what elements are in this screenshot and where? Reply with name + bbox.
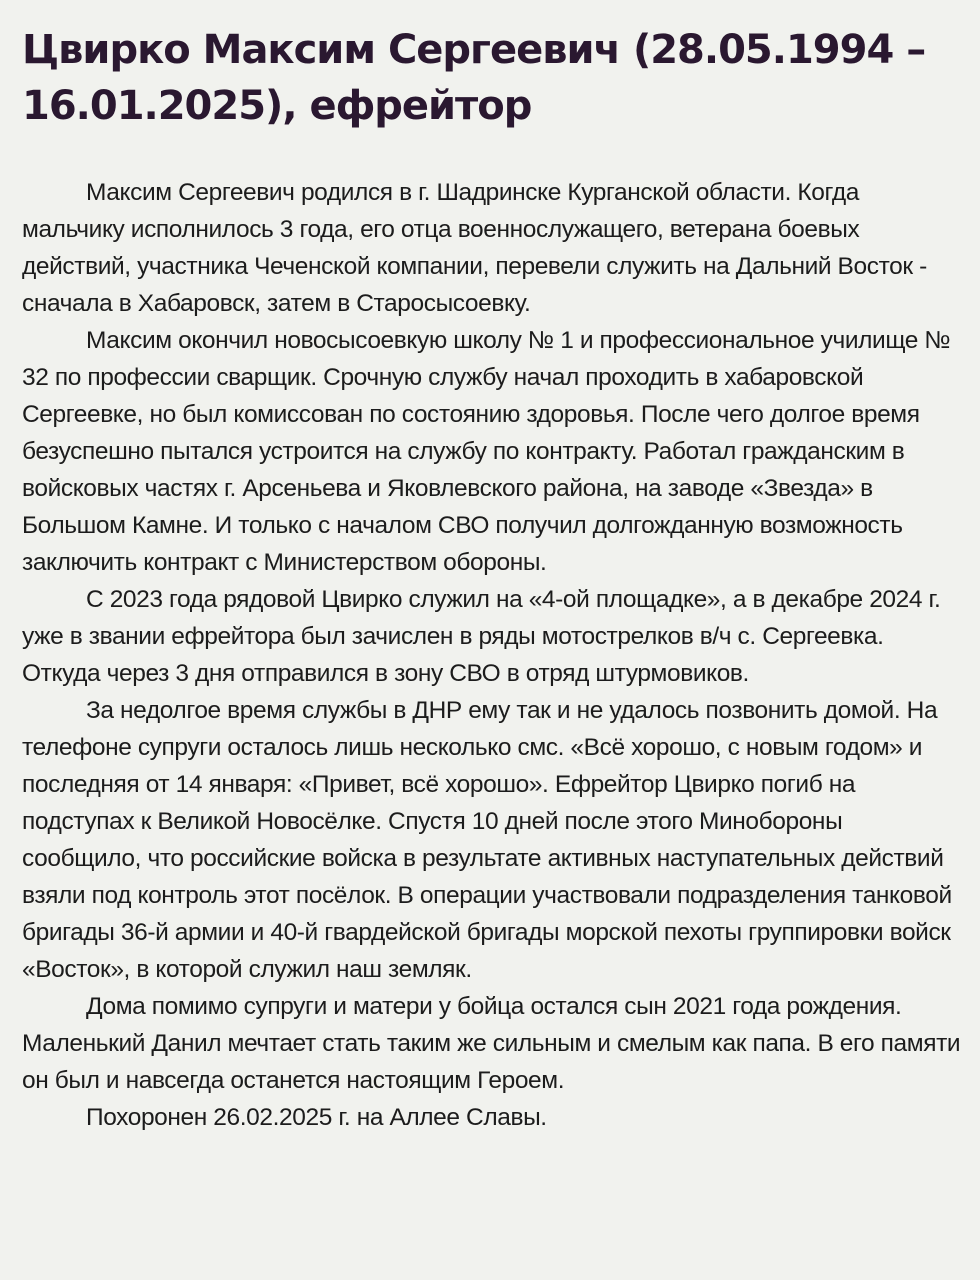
paragraph-education: Максим окончил новосысоевкую школу № 1 и профессиональное училище № 32 по профессии сварщик. Срочную службу начал проходить в хабаровской Сергеевке, но был комиссован по состоянию здоровья. После чего долгое время безуспешно пытался устроится на службу по контракту. Работал гражданским в войсковых частях г. Арсеньева и Яковлевского района, на заводе «Звезда» в Большом Камне. И только с началом СВО получил долгожданную возможность заключить контракт с Министерством обороны. <box>22 327 951 576</box>
paragraph-burial: Похоронен 26.02.2025 г. на Аллее Славы. <box>86 1104 547 1131</box>
paragraph-death: За недолгое время службы в ДНР ему так и не удалось позвонить домой. На телефоне супруги осталось лишь несколько смс. «Всё хорошо, с новым годом» и последняя от 14 января: «Привет, всё хорошо». Ефрейтор Цвирко погиб на подступах к Великой Новосёлке. Спустя 10 дней после этого Минобороны сообщило, что российские войска в результате активных наступательных действий взяли под контроль этот посёлок. В операции участвовали подразделения танковой бригады 36-й армии и 40-й гвардейской бригады морской пехоты группировки войск «Восток», в которой служил наш земляк. <box>22 697 952 983</box>
article-body <box>22 174 962 1136</box>
article-title: Цвирко Максим Сергеевич (28.05.1994 – 16.01.2025), ефрейтор <box>22 27 926 129</box>
paragraph-service: С 2023 года рядовой Цвирко служил на «4-ой площадке», а в декабре 2024 г. уже в звании ефрейтора был зачислен в ряды мотострелков в/ч с. Сергеевка. Откуда через 3 дня отправился в зону СВО в отряд штурмовиков. <box>22 586 941 687</box>
paragraph-family: Дома помимо супруги и матери у бойца остался сын 2021 года рождения. Маленький Данил мечтает стать таким же сильным и смелым как папа. В его памяти он был и навсегда останется настоящим Героем. <box>22 993 961 1094</box>
article <box>22 0 962 1136</box>
paragraph-birth: Максим Сергеевич родился в г. Шадринске Курганской области. Когда мальчику исполнилось 3 года, его отца военнослужащего, ветерана боевых действий, участника Чеченской компании, перевели служить на Дальний Восток - сначала в Хабаровск, затем в Старосысоевку. <box>22 179 927 317</box>
